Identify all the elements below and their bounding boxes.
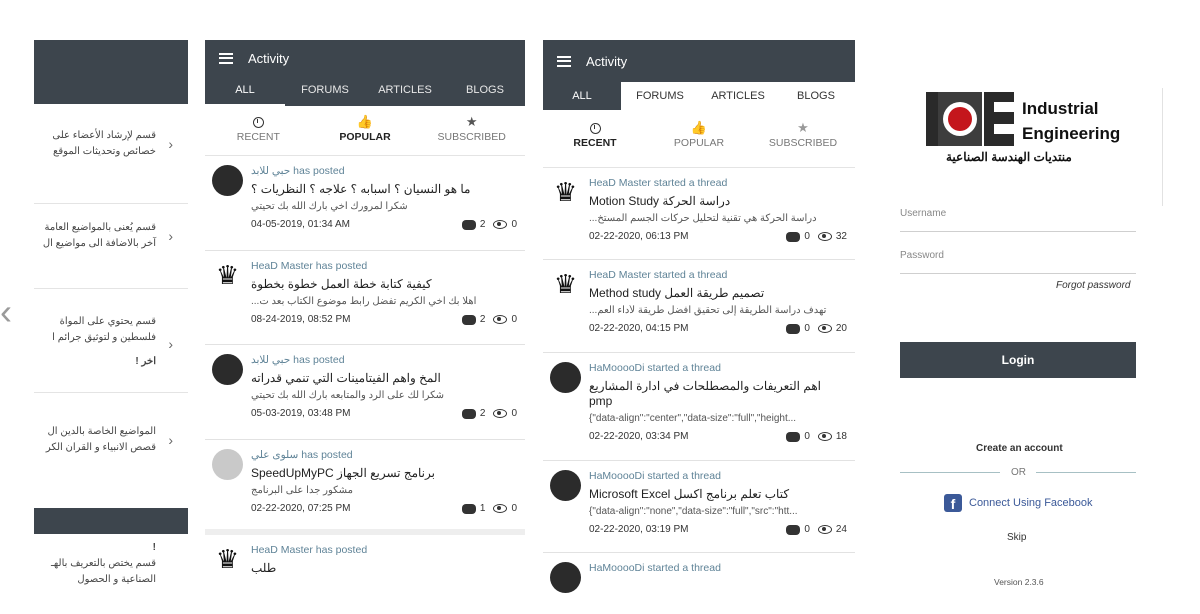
section-header bbox=[34, 508, 188, 534]
forum-row[interactable] bbox=[34, 220, 188, 252]
forum-row-desc: قسم يختص بالتعريف بالهـ bbox=[51, 558, 156, 569]
skip-button[interactable]: Skip bbox=[1007, 532, 1027, 543]
view-count: 0 bbox=[511, 503, 517, 514]
replies-icon bbox=[786, 432, 800, 442]
post-title: ما هو النسيان ؟ اسبابه ؟ علاجه ؟ النظريات ؟ bbox=[251, 182, 471, 196]
reply-count: 2 bbox=[479, 219, 486, 230]
post-excerpt: {"data-align":"center","data-size":"full","height... bbox=[589, 413, 797, 424]
post-excerpt: {"data-align":"none","data-size":"full","src":"htt... bbox=[589, 506, 798, 517]
avatar: ♛ bbox=[553, 269, 578, 299]
filter-bar bbox=[205, 106, 525, 156]
replies-icon bbox=[786, 525, 800, 535]
screen-activity-popular bbox=[205, 40, 525, 600]
filter-popular[interactable] bbox=[312, 106, 419, 155]
post-date: 04-05-2019, 01:34 AM bbox=[251, 219, 350, 230]
list-item[interactable] bbox=[543, 168, 855, 260]
post-username[interactable]: HaMooooDi bbox=[589, 562, 645, 574]
avatar: ♛ bbox=[215, 544, 240, 574]
page-title: Activity bbox=[586, 53, 628, 69]
facebook-icon: f bbox=[944, 494, 962, 512]
post-username[interactable]: HeaD Master bbox=[589, 269, 651, 281]
reply-count: 2 bbox=[479, 408, 486, 419]
post-action: has posted bbox=[315, 260, 368, 272]
forum-row-desc: الصناعية و الحصول bbox=[77, 574, 156, 585]
replies-icon bbox=[462, 504, 476, 514]
forum-row-desc: قسم يُعنى بالمواضيع العامة bbox=[44, 222, 156, 233]
avatar bbox=[550, 362, 581, 393]
list-item[interactable] bbox=[543, 260, 855, 353]
view-count: 32 bbox=[835, 231, 847, 242]
page-title: Activity bbox=[248, 50, 290, 66]
facebook-button[interactable] bbox=[944, 494, 1093, 512]
divider bbox=[1036, 472, 1136, 473]
views-icon bbox=[493, 220, 507, 229]
app-header bbox=[543, 40, 855, 112]
tab-blogs[interactable]: BLOGS bbox=[777, 82, 855, 112]
post-action: started a thread bbox=[647, 562, 721, 574]
reply-count: 0 bbox=[804, 524, 810, 535]
post-excerpt: شكرا لمرورك اخي بارك الله بك تحيتي bbox=[251, 201, 408, 212]
filter-recent[interactable] bbox=[205, 106, 312, 155]
post-action: has posted bbox=[301, 449, 353, 461]
post-title: كتاب تعلم برنامج اكسل Microsoft Excel bbox=[589, 487, 790, 501]
views-icon bbox=[818, 232, 832, 241]
post-title: Motion Study دراسة الحركة bbox=[589, 194, 731, 208]
post-username[interactable]: HeaD Master bbox=[251, 260, 313, 272]
post-username[interactable]: HeaD Master bbox=[251, 544, 313, 556]
post-action: has posted bbox=[315, 544, 368, 556]
forum-row-desc: اخر ! bbox=[135, 356, 156, 367]
replies-icon bbox=[786, 232, 800, 242]
avatar bbox=[550, 562, 581, 593]
reply-count: 0 bbox=[804, 231, 810, 242]
avatar bbox=[212, 354, 243, 385]
logo-text bbox=[1022, 96, 1120, 146]
reply-count: 0 bbox=[804, 431, 810, 442]
username-field[interactable]: Username bbox=[900, 208, 1136, 232]
clock-icon bbox=[253, 117, 264, 128]
chevron-right-icon: › bbox=[168, 228, 173, 244]
post-action: has posted bbox=[293, 354, 345, 366]
post-username[interactable]: HaMooooDi bbox=[589, 470, 645, 482]
filter-label: RECENT bbox=[573, 137, 617, 149]
filter-label: POPULAR bbox=[339, 131, 391, 143]
chevron-right-icon: › bbox=[168, 136, 173, 152]
views-icon bbox=[493, 315, 507, 324]
forum-row-desc: خصائص وتحديثات الموقع bbox=[53, 146, 156, 157]
forum-row[interactable] bbox=[34, 314, 188, 370]
back-chevron-icon[interactable]: ‹ bbox=[0, 294, 12, 330]
filter-label: SUBSCRIBED bbox=[768, 137, 838, 149]
view-count: 0 bbox=[511, 219, 517, 230]
star-icon: ★ bbox=[465, 114, 478, 129]
replies-icon bbox=[462, 409, 476, 419]
list-item[interactable] bbox=[205, 535, 525, 595]
logo-line: Industrial bbox=[1022, 99, 1099, 118]
menu-icon[interactable] bbox=[557, 56, 571, 67]
post-action: has posted bbox=[293, 165, 345, 177]
post-excerpt: تهدف دراسة الطريقة إلى تحقيق أفضل طريقة لأداء العم... bbox=[589, 305, 827, 316]
filter-subscribed[interactable] bbox=[751, 112, 855, 167]
login-button[interactable]: Login bbox=[900, 342, 1136, 378]
views-icon bbox=[818, 525, 832, 534]
create-account-link[interactable]: Create an account bbox=[976, 443, 1063, 454]
forum-row[interactable] bbox=[34, 540, 188, 588]
filter-label: RECENT bbox=[236, 131, 280, 143]
post-action: started a thread bbox=[647, 470, 721, 482]
post-date: 02-22-2020, 04:15 PM bbox=[589, 323, 689, 334]
list-item[interactable] bbox=[205, 156, 525, 251]
avatar bbox=[550, 470, 581, 501]
tab-blogs[interactable]: BLOGS bbox=[466, 84, 504, 96]
view-count: 20 bbox=[835, 323, 847, 334]
post-date: 02-22-2020, 06:13 PM bbox=[589, 231, 689, 242]
post-action: started a thread bbox=[647, 362, 721, 374]
list-item[interactable] bbox=[205, 440, 525, 535]
post-date: 05-03-2019, 03:48 PM bbox=[251, 408, 351, 419]
post-date: 02-22-2020, 03:34 PM bbox=[589, 431, 689, 442]
post-date: 02-22-2020, 07:25 PM bbox=[251, 503, 351, 514]
tab-forums[interactable]: FORUMS bbox=[621, 82, 699, 112]
filter-popular[interactable] bbox=[647, 112, 751, 167]
menu-icon[interactable] bbox=[219, 53, 233, 64]
filter-label: POPULAR bbox=[673, 137, 725, 149]
avatar: ♛ bbox=[215, 260, 240, 290]
forum-row-desc: فلسطين و لتوثيق جرائم ا bbox=[52, 332, 156, 343]
filter-bar bbox=[543, 112, 855, 168]
filter-recent[interactable] bbox=[543, 112, 647, 167]
chevron-right-icon: › bbox=[168, 432, 173, 448]
replies-icon bbox=[786, 324, 800, 334]
forum-row-desc: قسم يحتوي على المواة bbox=[59, 316, 156, 327]
logo-arabic: منتديات الهندسة الصناعية bbox=[946, 150, 1072, 164]
view-count: 0 bbox=[511, 314, 517, 325]
post-excerpt: مشكور جدا على البرنامج bbox=[251, 485, 353, 496]
divider bbox=[900, 472, 1000, 473]
tab-bar bbox=[205, 76, 525, 106]
screen1-header bbox=[34, 40, 188, 104]
post-action: started a thread bbox=[653, 177, 728, 189]
replies-icon bbox=[462, 315, 476, 325]
thumbs-up-icon: 👍 bbox=[356, 114, 374, 129]
list-item[interactable] bbox=[205, 251, 525, 345]
post-username[interactable]: HeaD Master bbox=[589, 177, 651, 189]
view-count: 0 bbox=[511, 408, 517, 419]
avatar bbox=[212, 165, 243, 196]
forum-row-desc: المواضيع الخاصة بالدين ال bbox=[47, 426, 156, 437]
post-username[interactable]: HaMooooDi bbox=[589, 362, 645, 374]
reply-count: 0 bbox=[804, 323, 810, 334]
tab-articles[interactable]: ARTICLES bbox=[378, 84, 432, 96]
views-icon bbox=[818, 432, 832, 441]
post-title: Method study تصميم طريقة العمل bbox=[589, 286, 765, 300]
post-title: برنامج تسريع الجهاز SpeedUpMyPC bbox=[251, 466, 435, 480]
views-icon bbox=[493, 409, 507, 418]
tab-forums[interactable]: FORUMS bbox=[301, 84, 349, 96]
forum-row[interactable] bbox=[34, 128, 188, 160]
post-title: المخ واهم الفيتامينات التي تنمي قدراته bbox=[251, 371, 441, 385]
post-excerpt: شكرا لك على الرد والمتابعه بارك الله بك تحيتي bbox=[251, 390, 444, 401]
clock-icon bbox=[590, 123, 601, 134]
post-title: اهم التعريفات والمصطلحات في ادارة المشاريع bbox=[589, 379, 821, 393]
chevron-right-icon: › bbox=[168, 336, 173, 352]
list-item[interactable] bbox=[543, 461, 855, 553]
tab-articles[interactable]: ARTICLES bbox=[699, 82, 777, 112]
tab-all[interactable]: ALL bbox=[205, 76, 285, 106]
post-action: started a thread bbox=[653, 269, 728, 281]
password-field[interactable]: Password bbox=[900, 250, 1136, 274]
filter-subscribed[interactable] bbox=[418, 106, 525, 155]
post-title: كيفية كتابة خطة العمل خطوة بخطوة bbox=[251, 277, 432, 291]
forum-row-desc: قسم لإرشاد الأعضاء على bbox=[52, 130, 156, 141]
screen-activity-recent bbox=[543, 40, 855, 600]
forum-row[interactable] bbox=[34, 424, 188, 456]
forum-row-desc: آخر بالاضافة الى مواضيع ال bbox=[42, 238, 156, 249]
app-header bbox=[205, 40, 525, 106]
post-excerpt: دراسة الحركة هي تقنية لتحليل حركات الجسم المستخ... bbox=[589, 213, 817, 224]
screen-forum-list bbox=[34, 40, 188, 600]
thumbs-up-icon: 👍 bbox=[690, 120, 708, 135]
logo-line: Engineering bbox=[1022, 124, 1121, 143]
facebook-label: Connect Using Facebook bbox=[969, 497, 1093, 509]
views-icon bbox=[818, 324, 832, 333]
post-title: طلب bbox=[251, 561, 277, 575]
post-username[interactable]: حبي للابد bbox=[251, 165, 291, 177]
list-item[interactable] bbox=[543, 553, 855, 593]
list-item[interactable] bbox=[543, 353, 855, 461]
post-title-cont: pmp bbox=[589, 394, 613, 408]
filter-label: SUBSCRIBED bbox=[437, 131, 506, 143]
post-excerpt: اهلا بك اخي الكريم تفضل رابط موضوع الكتاب بعد ت... bbox=[251, 296, 477, 307]
avatar: ♛ bbox=[553, 177, 578, 207]
post-username[interactable]: سلوى علي bbox=[251, 449, 299, 461]
version-label: Version 2.3.6 bbox=[994, 577, 1044, 587]
or-separator: OR bbox=[1011, 467, 1026, 478]
logo-icon bbox=[926, 88, 1016, 150]
tab-all[interactable]: ALL bbox=[543, 82, 621, 112]
reply-count: 1 bbox=[479, 503, 486, 514]
post-date: 08-24-2019, 08:52 PM bbox=[251, 314, 351, 325]
avatar bbox=[212, 449, 243, 480]
list-item[interactable] bbox=[205, 345, 525, 440]
forgot-password-link[interactable]: Forgot password bbox=[1056, 280, 1131, 291]
post-username[interactable]: حبي للابد bbox=[251, 354, 291, 366]
forum-row-mark: ! bbox=[152, 542, 156, 553]
view-count: 24 bbox=[835, 524, 847, 535]
tab-bar bbox=[543, 82, 855, 112]
view-count: 18 bbox=[835, 431, 847, 442]
views-icon bbox=[493, 504, 507, 513]
forum-row-desc: قصص الانبياء و القران الكر bbox=[45, 442, 156, 453]
reply-count: 2 bbox=[479, 314, 486, 325]
replies-icon bbox=[462, 220, 476, 230]
post-date: 02-22-2020, 03:19 PM bbox=[589, 524, 689, 535]
star-icon: ★ bbox=[797, 120, 809, 135]
